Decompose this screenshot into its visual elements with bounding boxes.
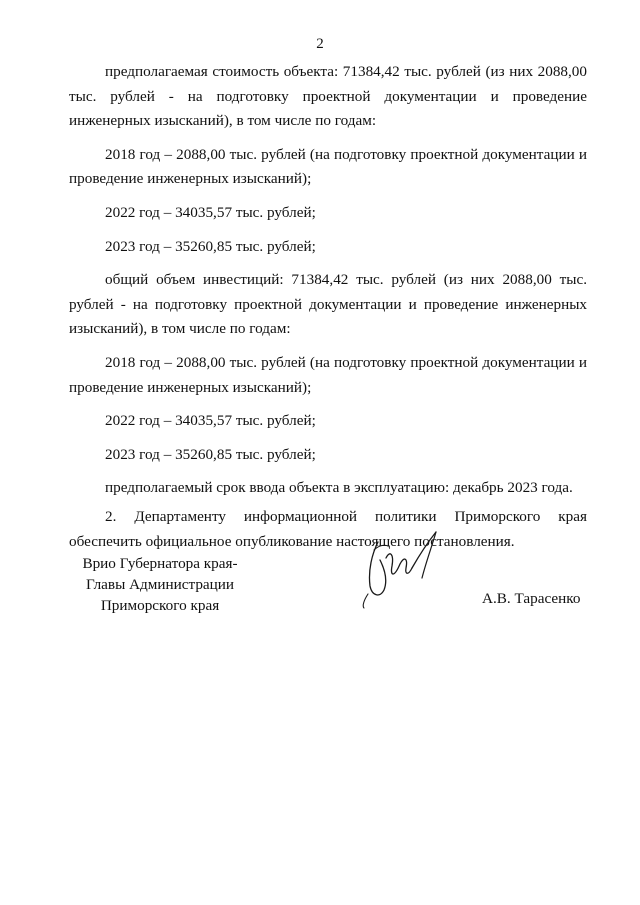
paragraph-investment-2023: 2023 год – 35260,85 тыс. рублей; (105, 445, 316, 463)
signer-title-line: Приморского края (100, 597, 220, 614)
signer-title-line: Главы Администрации (85, 576, 235, 593)
signer-title (60, 553, 260, 616)
paragraph-investment-2022: 2022 год – 34035,57 тыс. рублей; (105, 412, 316, 430)
paragraph-investment: общий объем инвестиций: 71384,42 тыс. рублей (из них 2088,00 тыс. рублей - на подготовку проектной документации и проведение инженерных изысканий), в том числе по годам: (69, 271, 587, 338)
paragraph-publication-order: 2. Департаменту информационной политики Приморского края обеспечить официальное опубликование настоящего постановления. (69, 507, 587, 550)
page-number: 2 (316, 36, 324, 52)
paragraph-cost: предполагаемая стоимость объекта: 71384,42 тыс. рублей (из них 2088,00 тыс. рублей - на подготовку проектной документации и проведение инженерных изысканий), в том числе по годам: (69, 63, 587, 130)
paragraph-commissioning-date: предполагаемый срок ввода объекта в эксплуатацию: декабрь 2023 года. (105, 479, 573, 497)
paragraph-investment-2018: 2018 год – 2088,00 тыс. рублей (на подготовку проектной документации и проведение инженерных изысканий); (69, 353, 587, 396)
signer-name: А.В. Тарасенко (482, 590, 581, 607)
paragraph-cost-2023: 2023 год – 35260,85 тыс. рублей; (105, 237, 316, 255)
paragraph-cost-2018: 2018 год – 2088,00 тыс. рублей (на подготовку проектной документации и проведение инженерных изысканий); (69, 145, 587, 188)
signer-title-line: Врио Губернатора края- (82, 555, 238, 572)
paragraph-cost-2022: 2022 год – 34035,57 тыс. рублей; (105, 203, 316, 221)
document-body (69, 60, 587, 554)
